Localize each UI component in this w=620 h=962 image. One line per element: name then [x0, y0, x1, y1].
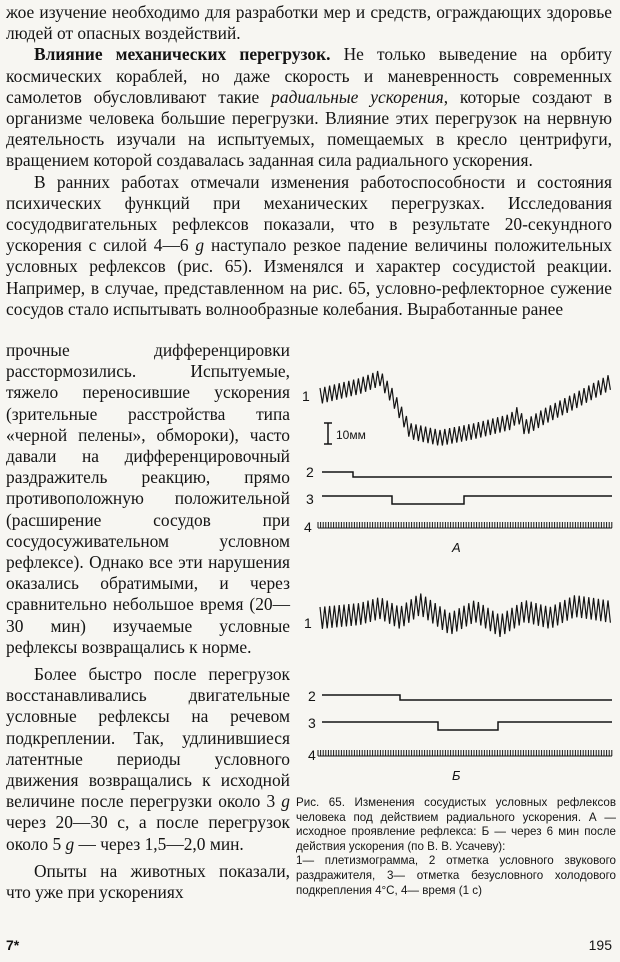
- time-marks-b: [318, 750, 612, 756]
- section-heading: Влияние механических перегрузок.: [34, 44, 331, 65]
- conditioned-stimulus-mark-b: [322, 695, 612, 700]
- trace-label-3a: 3: [306, 491, 314, 507]
- reinforcement-mark-b: [322, 722, 612, 730]
- plethysmogram-figure: [300, 356, 616, 786]
- paragraph-animal-experiments: Опыты на животных показали, что уже при ускорениях: [6, 860, 290, 903]
- emphasis-term: радиальные ускорения: [271, 86, 444, 107]
- scale-bar: [324, 423, 366, 444]
- paragraph-g-loads: Влияние механических перегрузок. Не только выведение на орбиту космических кораблей, но даже скорость и маневренность современных самолетов обусловливают такие радиальные ускорения, которые создают в организме человека большие перегрузки. Влияние этих перегрузок на нервную деятельность изучали на испытуемых, помещаемых в кресло центрифуги, вращением которой создавалась заданная сила радиального ускорения.: [6, 44, 612, 171]
- time-marks-a: [318, 522, 612, 528]
- paragraph-differentiation: прочные дифференцировки расстормозились. Испытуемые, тяжело переносившие ускорения (зрительные расстройства типа «черной пелены», обмороки), часто давали на дифференцировочный раздражитель реакцию, прямо противоположную положительной (расширение сосудов при сосудосуживательном условном рефлексе). Однако все эти нарушения оказались обратимыми, и через сравнительно небольшое время (20—30 мин) изучаемые условные рефлексы возвращались к норме.: [6, 340, 290, 657]
- panel-label-b: Б: [452, 768, 461, 783]
- figure-caption: [296, 796, 616, 898]
- trace-label-4b: 4: [308, 747, 316, 763]
- trace-label-2a: 2: [306, 464, 314, 480]
- trace-label-1b: 1: [304, 615, 312, 631]
- trace-label-2b: 2: [308, 688, 316, 704]
- paragraph-motor-reflexes: Более быстро после перегрузок восстанавливались двигательные условные рефлексы на речевом подкреплении. Так, удлинившиеся латентные периоды условного движения возвращались к исходной величине после перегрузки около 3 g через 20—30 с, а после перегрузок около 5 g — через 1,5—2,0 мин.: [6, 664, 290, 854]
- plethysmogram-trace-b: [320, 594, 610, 638]
- main-text-top: [6, 2, 612, 320]
- trace-label-4a: 4: [304, 519, 312, 535]
- caption-legend: 1— плетизмограмма, 2 отметка условного звукового раздражителя, 3— отметка безусловного холодового подкрепления 4°С, 4— время (1 с): [296, 854, 616, 897]
- panel-label-a: А: [452, 540, 461, 555]
- scale-label: 10мм: [336, 428, 366, 442]
- conditioned-stimulus-mark-a: [322, 472, 612, 477]
- caption-main: Рис. 65. Изменения сосудистых условных рефлексов человека под действием радиального ускорения. А — исходное проявление рефлекса: Б — через 6 мин после действия ускорения (по В. В. Усачеву):: [296, 796, 616, 853]
- trace-label-3b: 3: [308, 715, 316, 731]
- paragraph-early-works: В ранних работах отмечали изменения работоспособности и состояния психических функций при механических перегрузках. Исследования сосудодвигательных рефлексов показали, что в результате 20-секундного ускорения с силой 4—6 g наступало резкое падение величины положительных условных рефлексов (рис. 65). Изменялся и характер сосудистой реакции. Например, в случае, представленном на рис. 65, условно-рефлекторное сужение сосудов стало испытывать волнообразные колебания. Выработанные ранее: [6, 171, 612, 319]
- main-text-left-column: [6, 340, 290, 903]
- trace-label-1a: 1: [302, 388, 310, 404]
- paragraph-continuation: жое изучение необходимо для разработки мер и средств, ограждающих здоровье людей от опасных воздействий.: [6, 2, 612, 44]
- reinforcement-mark-a: [322, 496, 612, 504]
- signature-mark: 7*: [6, 937, 20, 953]
- page-number: 195: [588, 937, 612, 953]
- figure-65: [300, 356, 616, 786]
